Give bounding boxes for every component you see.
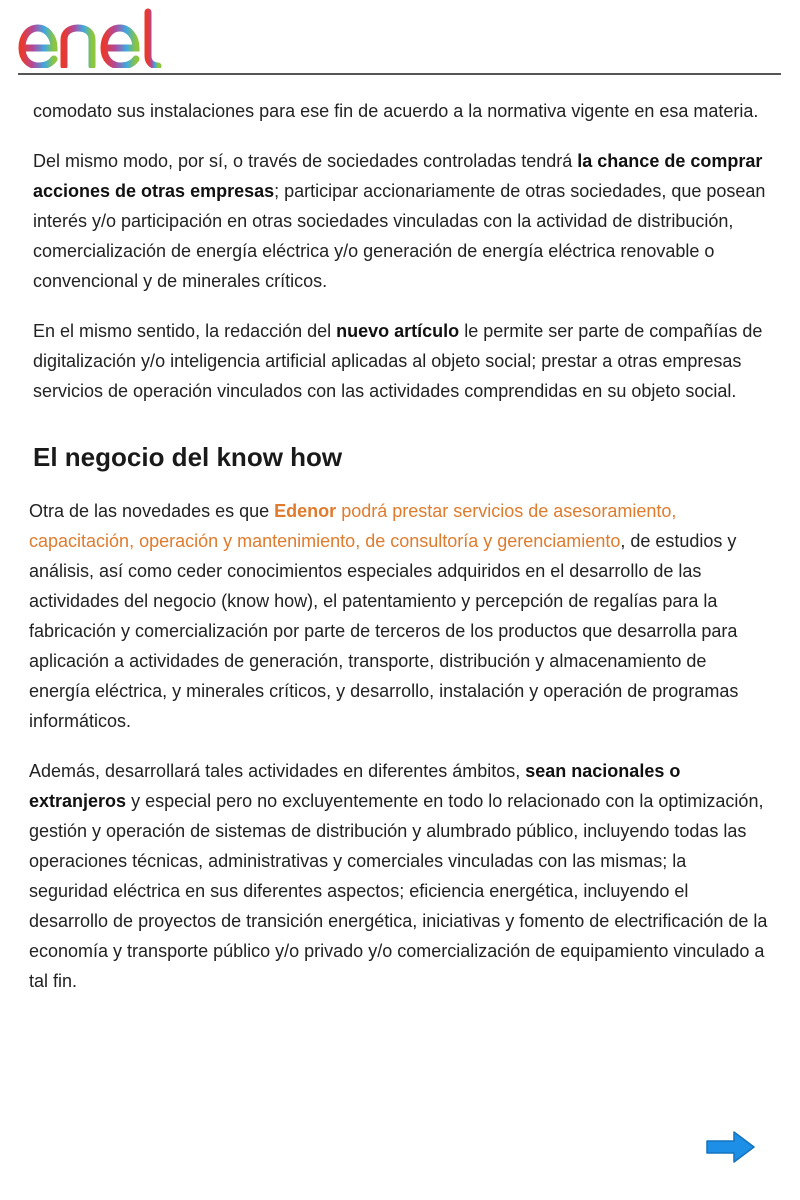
paragraph-2-bold: la chance de comprar acciones de otras empresas xyxy=(33,151,763,201)
paragraph-2-text-b: ; participar accionariamente de otras sociedades, que posean interés y/o participación en otras sociedades vinculadas con la actividad de distribución, comercialización de energía eléctrica y/o generación de energía eléctrica renovable o convencional y de minerales críticos. xyxy=(33,181,766,291)
paragraph-5-bold: sean nacionales o extranjeros xyxy=(29,761,681,811)
paragraph-3 xyxy=(0,316,800,406)
paragraph-3-text-b: le permite ser parte de compañías de digitalización y/o inteligencia artificial aplicadas al objeto social; prestar a otras empresas servicios de operación vinculados con las actividades comprendidas en su objeto social. xyxy=(33,321,763,401)
paragraph-2-text-a: Del mismo modo, por sí, o través de sociedades controladas tendrá xyxy=(33,151,578,171)
paragraph-4-text-a: Otra de las novedades es que xyxy=(29,501,275,521)
enel-logo[interactable] xyxy=(18,8,180,68)
paragraph-4 xyxy=(0,496,800,736)
paragraph-5-text-a: Además, desarrollará tales actividades en diferentes ámbitos, xyxy=(29,761,526,781)
paragraph-5-text-b: y especial pero no excluyentemente en todo lo relacionado con la optimización, gestión y operación de sistemas de distribución y alumbrado público, incluyendo todas las operaciones técnicas, administrativas y comerciales vinculadas con las mismas; la seguridad eléctrica en sus diferentes aspectos; eficiencia energética, incluyendo el desarrollo de proyectos de transición energética, iniciativas y fomento de electrificación de la economía y transporte público y/o privado y/o comercialización de equipamiento vinculado a tal fin. xyxy=(29,791,768,991)
paragraph-4-orange-text: podrá prestar servicios de asesoramiento, capacitación, operación y mantenimiento, de consultoría y gerenciamiento xyxy=(29,501,677,551)
paragraph-3-text-a: En el mismo sentido, la redacción del xyxy=(33,321,337,341)
arrow-right-icon[interactable] xyxy=(704,1130,756,1164)
paragraph-1-text: comodato sus instalaciones para ese fin de acuerdo a la normativa vigente en esa materia. xyxy=(33,101,759,121)
edenor-bold: Edenor xyxy=(274,501,337,521)
paragraph-3-bold: nuevo artículo xyxy=(336,321,460,341)
article-body xyxy=(0,96,800,1016)
paragraph-2 xyxy=(0,146,800,296)
header xyxy=(18,0,781,75)
paragraph-4-text-b: , de estudios y análisis, así como ceder conocimientos especiales adquiridos en el desarrollo de las actividades del negocio (know how), el patentamiento y percepción de regalías para la fabricación y comercialización por parte de terceros de los productos que desarrolla para aplicación a actividades de generación, transporte, distribución y almacenamiento de energía eléctrica, y minerales críticos, y desarrollo, instalación y operación de programas informáticos. xyxy=(29,531,739,731)
paragraph-5 xyxy=(0,756,800,996)
section-title: El negocio del know how xyxy=(33,442,343,472)
paragraph-1 xyxy=(0,96,800,126)
